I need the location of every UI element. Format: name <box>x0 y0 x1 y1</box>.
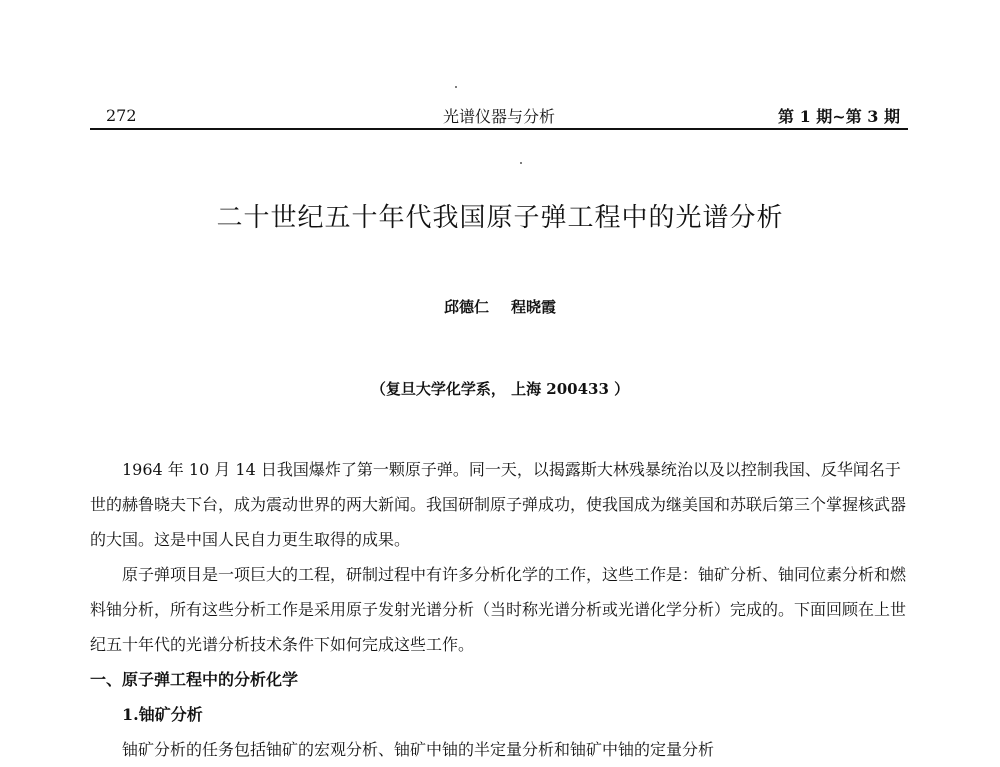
running-header <box>90 104 908 130</box>
page-number: 272 <box>106 106 137 125</box>
subsection-heading: 1.铀矿分析 <box>122 705 203 724</box>
journal-name: 光谱仪器与分析 <box>442 107 555 126</box>
body-paragraph: 1964 年 10 月 14 日我国爆炸了第一颗原子弹。同一天，以揭露斯大林残暴统治以及以控制我国、反华闻名于世的赫鲁晓夫下台，成为震动世界的两大新闻。我国研制原子弹成功，使我国成为继美国和苏联后第三个掌握核武器的大国。这是中国人民自力更生取得的成果。 <box>90 460 907 549</box>
affiliation: （复旦大学化学系， 上海 200433 ） <box>370 380 630 398</box>
scan-speck <box>455 86 457 88</box>
issue-label: 第 1 期~第 3 期 <box>778 107 900 126</box>
section-heading: 一、原子弹工程中的分析化学 <box>90 670 299 689</box>
body-paragraph-partial: 铀矿分析的任务包括铀矿的宏观分析、铀矿中铀的半定量分析和铀矿中铀的定量分析 <box>122 740 715 759</box>
article-body <box>90 452 910 767</box>
body-paragraph: 原子弹项目是一项巨大的工程，研制过程中有许多分析化学的工作，这些工作是：铀矿分析、铀同位素分析和燃料铀分析，所有这些分析工作是采用原子发射光谱分析（当时称光谱分析或光谱化学分析）完成的。下面回顾在上世纪五十年代的光谱分析技术条件下如何完成这些工作。 <box>90 565 907 654</box>
author-name: 邱德仁 <box>443 298 489 316</box>
scan-speck <box>520 162 522 164</box>
author-name: 程晓霞 <box>511 298 557 316</box>
article-title: 二十世纪五十年代我国原子弹工程中的光谱分析 <box>216 203 784 233</box>
author-list <box>0 296 1000 317</box>
